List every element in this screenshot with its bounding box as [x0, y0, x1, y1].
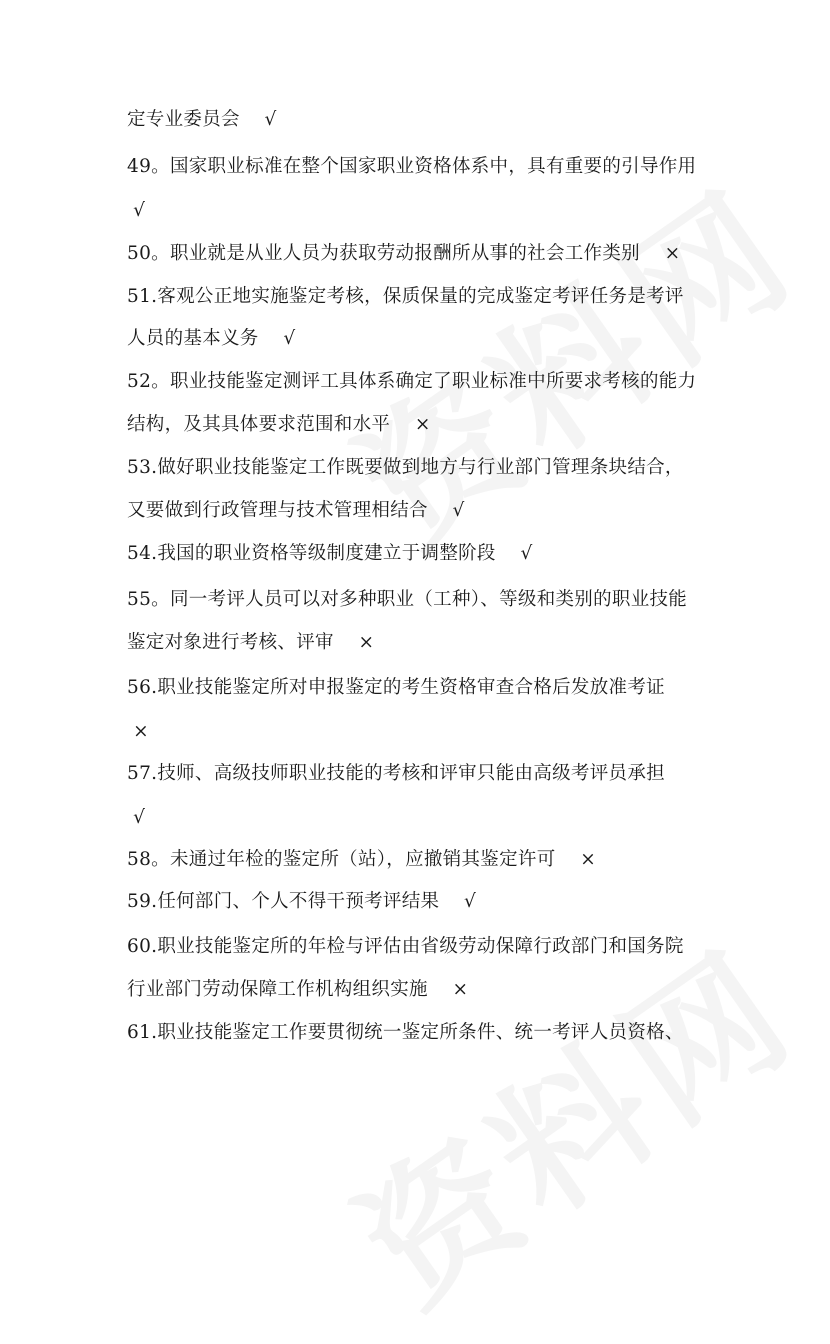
watermark-bottom [311, 892, 828, 1344]
text-line: √ [127, 807, 146, 828]
text-line: 59.任何部门、个人不得干预考评结果 √ [127, 891, 477, 912]
text-line: √ [127, 200, 146, 221]
text-line: × [127, 721, 149, 742]
text-line: 鉴定对象进行考核、评审 × [127, 632, 375, 653]
text-line: 55。同一考评人员可以对多种职业（工种）、等级和类别的职业技能 [127, 589, 688, 610]
text-line: 行业部门劳动保障工作机构组织实施 × [127, 979, 469, 1000]
text-line: 54.我国的职业资格等级制度建立于调整阶段 √ [127, 543, 533, 564]
text-line: 50。职业就是从业人员为获取劳动报酬所从事的社会工作类别 × [127, 243, 681, 264]
text-line: 58。未通过年检的鉴定所（站），应撤销其鉴定许可 × [127, 849, 597, 870]
text-line: 又要做到行政管理与技术管理相结合 √ [127, 500, 465, 521]
text-line: 56.职业技能鉴定所对申报鉴定的考生资格审查合格后发放准考证 [127, 677, 665, 698]
text-line: 60.职业技能鉴定所的年检与评估由省级劳动保障行政部门和国务院 [127, 936, 684, 957]
text-line: 人员的基本义务 √ [127, 328, 296, 349]
text-line: 定专业委员会 √ [127, 109, 277, 130]
text-line: 51.客观公正地实施鉴定考核，保质保量的完成鉴定考评任务是考评 [127, 286, 684, 307]
text-line: 49。国家职业标准在整个国家职业资格体系中，具有重要的引导作用 [127, 156, 697, 177]
text-line: 结构，及其具体要求范围和水平 × [127, 414, 431, 435]
text-line: 57.技师、高级技师职业技能的考核和评审只能由高级考评员承担 [127, 763, 665, 784]
text-line: 53.做好职业技能鉴定工作既要做到地方与行业部门管理条块结合， [127, 457, 684, 478]
text-line: 61.职业技能鉴定工作要贯彻统一鉴定所条件、统一考评人员资格、 [127, 1022, 684, 1043]
text-line: 52。职业技能鉴定测评工具体系确定了职业标准中所要求考核的能力 [127, 371, 697, 392]
